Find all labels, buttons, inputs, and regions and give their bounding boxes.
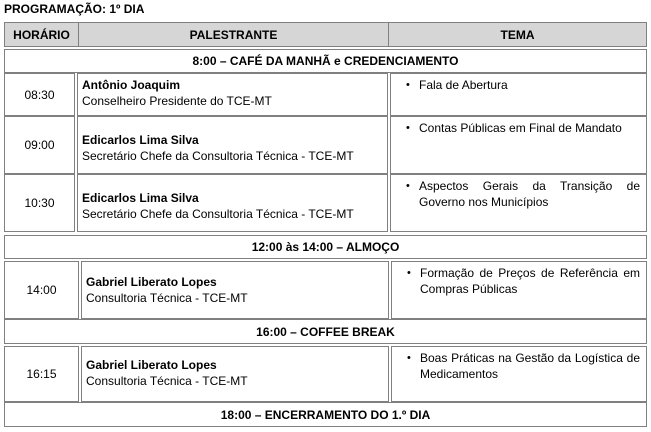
topic-text: Aspectos Gerais da Transição de Governo nos Municípios xyxy=(419,179,640,209)
topic-text: Contas Públicas em Final de Mandato xyxy=(419,121,622,135)
header-speaker: PALESTRANTE xyxy=(78,22,389,47)
page-title: PROGRAMAÇÃO: 1º DIA xyxy=(4,2,145,16)
session-speaker xyxy=(77,116,388,174)
topic-text: Formação de Preços de Referência em Compras Públicas xyxy=(420,266,640,296)
speaker-role: Consultoria Técnica - TCE-MT xyxy=(86,374,248,388)
session-topic xyxy=(391,261,647,319)
bullet-icon: • xyxy=(407,267,411,279)
bullet-icon: • xyxy=(406,180,410,192)
speaker-name: Gabriel Liberato Lopes xyxy=(86,275,217,289)
topic-text: Boas Práticas na Gestão da Logística de Medicamentos xyxy=(420,351,640,381)
band-coffee-break: 16:00 – COFFEE BREAK xyxy=(4,319,647,344)
bullet-icon: • xyxy=(406,79,410,91)
header-topic: TEMA xyxy=(388,22,647,47)
table-header xyxy=(4,22,647,47)
topic-text: Fala de Abertura xyxy=(419,78,508,92)
session-speaker xyxy=(81,346,389,402)
band-breakfast: 8:00 – CAFÉ DA MANHÃ e CREDENCIAMENTO xyxy=(4,49,647,73)
session-time: 14:00 xyxy=(4,261,79,319)
speaker-role: Secretário Chefe da Consultoria Técnica - TCE-MT xyxy=(82,207,354,221)
speaker-name: Gabriel Liberato Lopes xyxy=(86,358,217,372)
speaker-name: Edicarlos Lima Silva xyxy=(82,191,199,205)
speaker-name: Edicarlos Lima Silva xyxy=(82,133,199,147)
speaker-role: Conselheiro Presidente do TCE-MT xyxy=(82,94,272,108)
header-time: HORÁRIO xyxy=(4,22,79,47)
bullet-icon: • xyxy=(406,122,410,134)
band-lunch: 12:00 às 14:00 – ALMOÇO xyxy=(4,235,647,259)
band-closing: 18:00 – ENCERRAMENTO DO 1.º DIA xyxy=(4,402,647,427)
session-time: 09:00 xyxy=(4,116,75,174)
session-speaker xyxy=(81,261,389,319)
session-time: 08:30 xyxy=(4,73,75,116)
session-topic xyxy=(391,346,647,402)
bullet-icon: • xyxy=(407,352,411,364)
session-topic xyxy=(390,116,647,174)
session-speaker xyxy=(77,174,388,232)
speaker-name: Antônio Joaquim xyxy=(82,78,180,92)
session-time: 16:15 xyxy=(4,346,79,402)
session-time: 10:30 xyxy=(4,174,75,232)
speaker-role: Secretário Chefe da Consultoria Técnica - TCE-MT xyxy=(82,149,354,163)
session-speaker xyxy=(77,73,388,116)
session-topic xyxy=(390,73,647,116)
session-topic xyxy=(390,174,647,232)
speaker-role: Consultoria Técnica - TCE-MT xyxy=(86,291,248,305)
